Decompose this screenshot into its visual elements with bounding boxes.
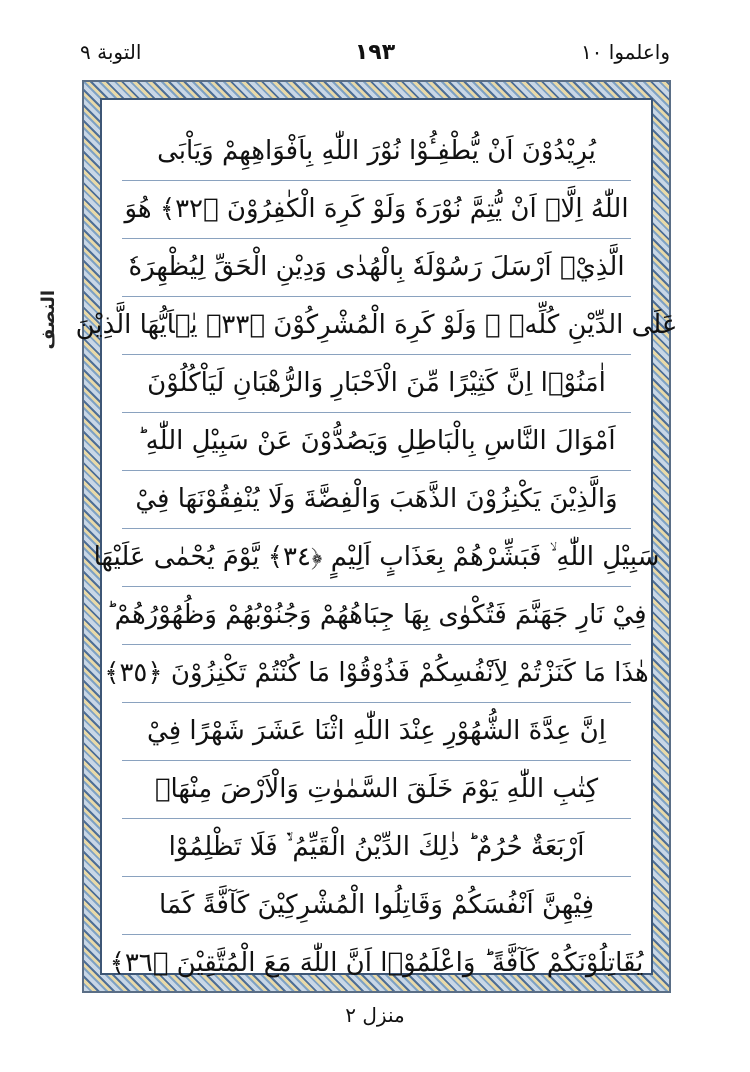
verse-line: يُقَاتِلُوْنَكُمْ كَآفَّةً ؕ وَاعْلَمُوْۤا اَنَّ اللّٰهَ مَعَ الْمُتَّقِيْنَ ﴿٣٦﴾ — [109, 948, 644, 978]
verse-line: الَّذِيْۤ اَرْسَلَ رَسُوْلَهٗ بِالْهُدٰى وَدِيْنِ الْحَقِّ لِيُظْهِرَهٗ — [122, 238, 631, 297]
text-panel — [75, 98, 678, 978]
verse-line: يُرِيْدُوْنَ اَنْ يُّطْفِـُٔوْا نُوْرَ اللّٰهِ بِاَفْوَاهِهِمْ وَيَاْبَى — [122, 122, 631, 181]
verse-line: كِتٰبِ اللّٰهِ يَوْمَ خَلَقَ السَّمٰوٰتِ وَالْاَرْضَ مِنْهَاۤ — [122, 760, 631, 819]
verse-line: عَلَى الدِّيْنِ كُلِّهٖ ۙ وَلَوْ كَرِهَ الْمُشْرِكُوْنَ ﴿٣٣﴾ يٰۤاَيُّهَا الَّذِيْنَ — [122, 296, 631, 355]
verse-line: اِنَّ عِدَّةَ الشُّهُوْرِ عِنْدَ اللّٰهِ اثْنَا عَشَرَ شَهْرًا فِيْ — [122, 702, 631, 761]
page-number: ١٩٣ — [354, 40, 396, 65]
side-note-marker: النصف — [38, 290, 59, 350]
verse-line: اَمْوَالَ النَّاسِ بِالْبَاطِلِ وَيَصُدُّوْنَ عَنْ سَبِيْلِ اللّٰهِ ؕ — [122, 412, 631, 471]
verse-line: اللّٰهُ اِلَّاۤ اَنْ يُّتِمَّ نُوْرَهٗ وَلَوْ كَرِهَ الْكٰفِرُوْنَ ﴿٣٢﴾ هُوَ — [122, 180, 631, 239]
verse-line: وَالَّذِيْنَ يَكْنِزُوْنَ الذَّهَبَ وَالْفِضَّةَ وَلَا يُنْفِقُوْنَهَا فِيْ — [122, 470, 631, 529]
verse-line: فِيْهِنَّ اَنْفُسَكُمْ وَقَاتِلُوا الْمُشْرِكِيْنَ كَآفَّةً كَمَا — [122, 876, 631, 935]
verse-text-area — [75, 122, 678, 978]
page-header — [80, 40, 670, 76]
juz-title: واعلموا ١٠ — [580, 40, 670, 64]
ornamental-border — [75, 80, 678, 993]
verse-line: فِيْ نَارِ جَهَنَّمَ فَتُكْوٰى بِهَا جِبَاهُهُمْ وَجُنُوْبُهُمْ وَظُهُوْرُهُمْ ؕ — [122, 586, 631, 645]
surah-title: التوبة ٩ — [80, 40, 142, 64]
verse-line: اٰمَنُوْۤا اِنَّ كَثِيْرًا مِّنَ الْاَحْبَارِ وَالرُّهْبَانِ لَيَاْكُلُوْنَ — [122, 354, 631, 413]
verse-line: هٰذَا مَا كَنَزْتُمْ لِاَنْفُسِكُمْ فَذُوْقُوْا مَا كُنْتُمْ تَكْنِزُوْنَ ﴿٣٥﴾ — [122, 644, 631, 703]
manzil-footer: منزل ٢ — [345, 1003, 405, 1027]
verse-line: سَبِيْلِ اللّٰهِ ۙ فَبَشِّرْهُمْ بِعَذَابٍ اَلِيْمٍ ﴿٣٤﴾ يَّوْمَ يُحْمٰى عَلَيْهَا — [122, 528, 631, 587]
verse-line: اَرْبَعَةٌ حُرُمٌ ؕ ذٰلِكَ الدِّيْنُ الْقَيِّمُ ۙ۬ فَلَا تَظْلِمُوْا — [122, 818, 631, 877]
